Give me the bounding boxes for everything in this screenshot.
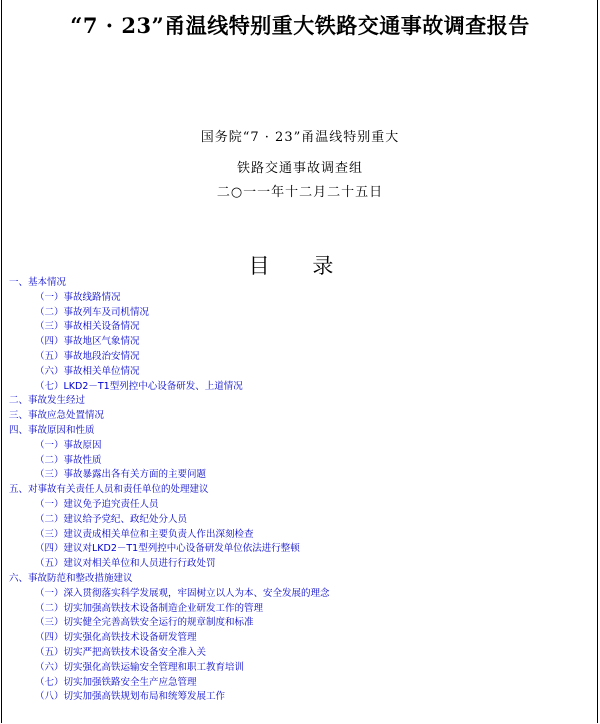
toc-subsection-link[interactable]: （三）事故暴露出各有关方面的主要问题 xyxy=(35,469,207,481)
toc-subsection-link[interactable]: （七）LKD2－T1型列控中心设备研发、上道情况 xyxy=(35,380,243,392)
toc-heading: 目 录 xyxy=(248,254,352,278)
toc-subsection-link[interactable]: （四）切实强化高铁技术设备研发管理 xyxy=(35,632,197,644)
toc-subsection-link[interactable]: （四）事故地区气象情况 xyxy=(35,336,140,348)
toc-section-link[interactable]: 三、事故应急处置情况 xyxy=(9,410,105,422)
toc-subsection-link[interactable]: （五）建议对相关单位和人员进行行政处罚 xyxy=(35,558,216,570)
toc-subsection-link[interactable]: （三）切实健全完善高铁安全运行的规章制度和标准 xyxy=(35,617,254,629)
toc-subsection-link[interactable]: （一）建议免予追究责任人员 xyxy=(35,498,159,510)
issuing-org-line2: 铁路交通事故调查组 xyxy=(236,161,363,176)
report-title: “7 · 23”甬温线特别重大铁路交通事故调查报告 xyxy=(70,13,530,38)
toc-subsection-link[interactable]: （六）事故相关单位情况 xyxy=(35,365,140,377)
toc-section-link[interactable]: 四、事故原因和性质 xyxy=(9,424,95,436)
toc-subsection-link[interactable]: （二）事故列车及司机情况 xyxy=(35,306,150,318)
toc-section-link[interactable]: 六、事故防范和整改措施建议 xyxy=(9,572,133,584)
toc-subsection-link[interactable]: （二）建议给予党纪、政纪处分人员 xyxy=(35,513,188,525)
toc-subsection-link[interactable]: （三）事故相关设备情况 xyxy=(35,321,140,333)
toc-subsection-link[interactable]: （八）切实加强高铁规划布局和统筹发展工作 xyxy=(35,691,226,703)
toc-subsection-link[interactable]: （四）建议对LKD2－T1型列控中心设备研发单位依法进行整顿 xyxy=(35,543,300,555)
toc-subsection-link[interactable]: （三）建议责成相关单位和主要负责人作出深刻检查 xyxy=(35,528,254,540)
issuing-org-line1: 国务院“7 · 23”甬温线特别重大 xyxy=(200,130,400,145)
toc-subsection-link[interactable]: （七）切实加强铁路安全生产应急管理 xyxy=(35,676,197,688)
table-of-contents xyxy=(9,276,569,705)
toc-subsection-link[interactable]: （二）切实加强高铁技术设备制造企业研发工作的管理 xyxy=(35,602,264,614)
toc-subsection-link[interactable]: （一）事故线路情况 xyxy=(35,291,121,303)
toc-subsection-link[interactable]: （六）切实强化高铁运输安全管理和职工教育培训 xyxy=(35,661,245,673)
toc-subsection-link[interactable]: （五）事故地段治安情况 xyxy=(35,350,140,362)
toc-subsection-link[interactable]: （一）事故原因 xyxy=(35,439,102,451)
toc-section-link[interactable]: 五、对事故有关责任人员和责任单位的处理建议 xyxy=(9,484,209,496)
toc-subsection-link[interactable]: （二）事故性质 xyxy=(35,454,102,466)
toc-section-link[interactable]: 二、事故发生经过 xyxy=(9,395,86,407)
toc-subsection-link[interactable]: （一）深入贯彻落实科学发展观，牢固树立以人为本、安全发展的理念 xyxy=(35,587,330,599)
toc-subsection-link[interactable]: （五）切实严把高铁技术设备安全准入关 xyxy=(35,646,207,658)
toc-section-link[interactable]: 一、基本情况 xyxy=(9,277,67,288)
report-date: 二○一一年十二月二十五日 xyxy=(216,185,384,200)
